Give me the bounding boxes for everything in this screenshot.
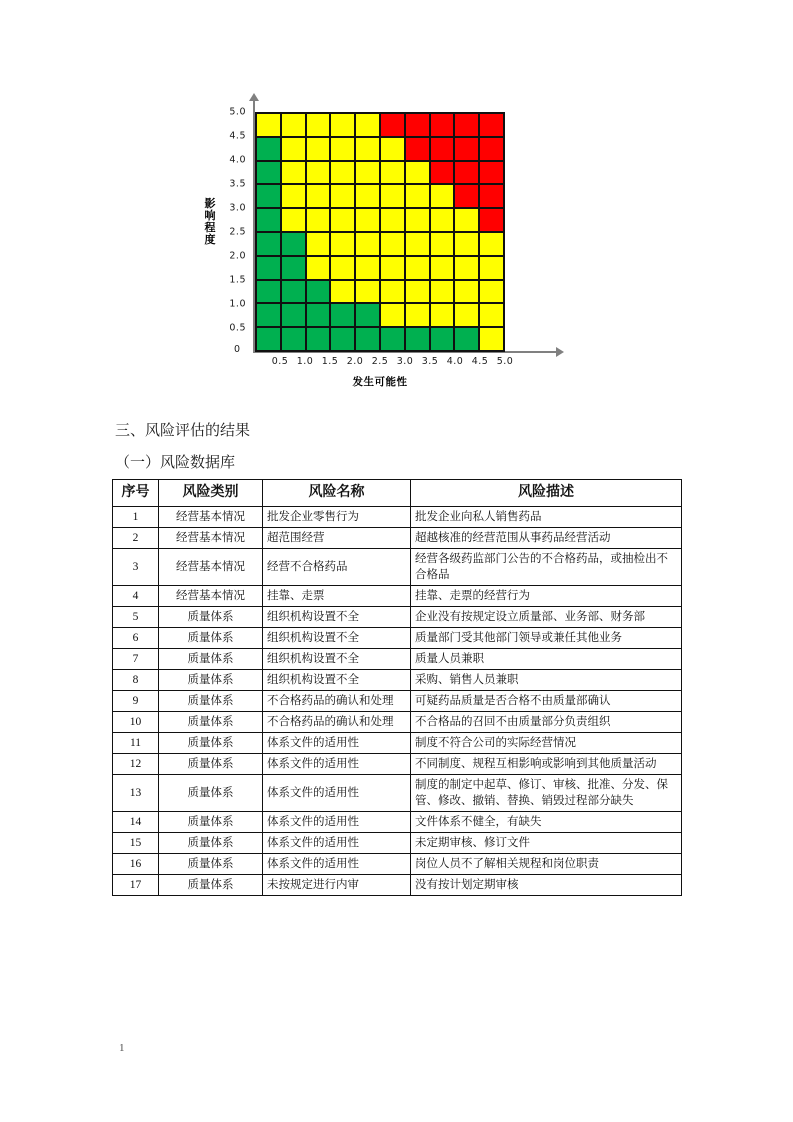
risk-matrix-cell-yellow	[355, 137, 380, 161]
cell-risk-no: 11	[113, 733, 159, 754]
cell-risk-no: 12	[113, 754, 159, 775]
cell-risk-description: 经营各级药监部门公告的不合格药品，或抽检出不合格品	[411, 549, 682, 586]
risk-matrix-cell-green	[306, 303, 331, 327]
risk-matrix-cell-green	[256, 280, 281, 304]
cell-risk-category: 质量体系	[159, 854, 263, 875]
cell-risk-no: 3	[113, 549, 159, 586]
cell-risk-name: 体系文件的适用性	[263, 775, 411, 812]
cell-risk-name: 组织机构设置不全	[263, 670, 411, 691]
x-axis-tick: 0.5	[271, 356, 289, 367]
risk-database-table	[112, 479, 682, 896]
cell-risk-description: 质量部门受其他部门领导或兼任其他业务	[411, 628, 682, 649]
risk-matrix-cell-yellow	[430, 208, 455, 232]
risk-matrix-cell-yellow	[405, 256, 430, 280]
x-axis-tick: 2.0	[346, 356, 364, 367]
y-axis-tick: 0.5	[229, 322, 246, 334]
table-row	[113, 812, 682, 833]
section-heading: 三、风险评估的结果	[115, 423, 251, 439]
x-axis-tick: 4.0	[446, 356, 464, 367]
risk-matrix-cell-yellow	[330, 256, 355, 280]
y-axis-tick: 3.5	[229, 178, 246, 190]
cell-risk-description: 超越核准的经营范围从事药品经营活动	[411, 528, 682, 549]
cell-risk-name: 批发企业零售行为	[263, 507, 411, 528]
cell-risk-category: 质量体系	[159, 670, 263, 691]
cell-risk-name: 体系文件的适用性	[263, 754, 411, 775]
risk-matrix-cell-red	[405, 137, 430, 161]
risk-matrix-cell-yellow	[281, 208, 306, 232]
risk-matrix-cell-yellow	[430, 256, 455, 280]
risk-matrix-cell-yellow	[355, 280, 380, 304]
risk-matrix-cell-yellow	[380, 256, 405, 280]
risk-matrix-cell-yellow	[380, 232, 405, 256]
cell-risk-name: 组织机构设置不全	[263, 607, 411, 628]
cell-risk-description: 批发企业向私人销售药品	[411, 507, 682, 528]
risk-matrix-cell-green	[430, 327, 455, 351]
risk-matrix-cell-yellow	[405, 161, 430, 185]
risk-matrix-cell-green	[256, 327, 281, 351]
risk-matrix-cell-green	[405, 327, 430, 351]
cell-risk-no: 16	[113, 854, 159, 875]
cell-risk-category: 质量体系	[159, 712, 263, 733]
cell-risk-name: 体系文件的适用性	[263, 833, 411, 854]
risk-matrix-cell-yellow	[256, 113, 281, 137]
risk-matrix-cell-green	[281, 303, 306, 327]
risk-matrix-cell-yellow	[405, 232, 430, 256]
cell-risk-category: 质量体系	[159, 775, 263, 812]
cell-risk-description: 可疑药品质量是否合格不由质量部确认	[411, 691, 682, 712]
risk-matrix-chart	[190, 88, 590, 398]
cell-risk-category: 质量体系	[159, 628, 263, 649]
risk-matrix-cell-yellow	[306, 232, 331, 256]
cell-risk-category: 经营基本情况	[159, 549, 263, 586]
column-header-no: 序号	[113, 480, 159, 507]
table-header-row	[113, 480, 682, 507]
risk-matrix-cell-yellow	[281, 113, 306, 137]
table-row	[113, 754, 682, 775]
table-row	[113, 649, 682, 670]
risk-matrix-cell-yellow	[281, 161, 306, 185]
cell-risk-description: 质量人员兼职	[411, 649, 682, 670]
table-row	[113, 549, 682, 586]
risk-matrix-cell-yellow	[330, 208, 355, 232]
y-axis-label-char: 响	[204, 209, 216, 222]
risk-matrix-cell-yellow	[405, 184, 430, 208]
x-axis-tick: 5.0	[496, 356, 514, 367]
cell-risk-category: 质量体系	[159, 833, 263, 854]
risk-matrix-cell-green	[281, 280, 306, 304]
risk-matrix-cell-red	[479, 184, 504, 208]
risk-matrix-cell-green	[256, 161, 281, 185]
chart-x-axis-label: 发生可能性	[352, 376, 408, 388]
cell-risk-no: 7	[113, 649, 159, 670]
y-axis-label-char: 影	[204, 197, 216, 210]
risk-matrix-cell-yellow	[430, 303, 455, 327]
risk-matrix-cell-green	[281, 256, 306, 280]
risk-matrix-cell-yellow	[454, 303, 479, 327]
risk-matrix-cell-yellow	[281, 137, 306, 161]
cell-risk-description: 挂靠、走票的经营行为	[411, 586, 682, 607]
cell-risk-description: 制度不符合公司的实际经营情况	[411, 733, 682, 754]
risk-matrix-cell-yellow	[479, 256, 504, 280]
risk-matrix-cell-red	[430, 113, 455, 137]
page-number: 1	[119, 1042, 125, 1054]
cell-risk-description: 不合格品的召回不由质量部分负责组织	[411, 712, 682, 733]
table-row	[113, 775, 682, 812]
table-row	[113, 628, 682, 649]
risk-matrix-cell-yellow	[306, 184, 331, 208]
cell-risk-category: 质量体系	[159, 754, 263, 775]
table-row	[113, 854, 682, 875]
table-row	[113, 586, 682, 607]
risk-matrix-cell-yellow	[330, 232, 355, 256]
risk-matrix-cell-yellow	[430, 232, 455, 256]
cell-risk-no: 10	[113, 712, 159, 733]
table-row	[113, 607, 682, 628]
chart-y-axis-arrow-icon	[249, 93, 259, 101]
risk-matrix-cell-green	[256, 303, 281, 327]
risk-matrix-cell-yellow	[479, 232, 504, 256]
cell-risk-name: 超范围经营	[263, 528, 411, 549]
risk-matrix-cell-yellow	[380, 208, 405, 232]
risk-matrix-cell-green	[454, 327, 479, 351]
table-body	[113, 507, 682, 896]
cell-risk-no: 8	[113, 670, 159, 691]
risk-matrix-cell-yellow	[430, 280, 455, 304]
cell-risk-no: 17	[113, 875, 159, 896]
risk-matrix-cell-green	[256, 256, 281, 280]
cell-risk-category: 质量体系	[159, 649, 263, 670]
x-axis-tick: 4.5	[471, 356, 489, 367]
y-axis-tick: 4.0	[229, 154, 246, 166]
risk-matrix-cell-yellow	[479, 280, 504, 304]
risk-matrix-cell-red	[454, 184, 479, 208]
cell-risk-description: 未定期审核、修订文件	[411, 833, 682, 854]
table-row	[113, 833, 682, 854]
table-row	[113, 507, 682, 528]
risk-matrix-cell-green	[380, 327, 405, 351]
risk-matrix-cell-red	[479, 208, 504, 232]
risk-matrix-cell-green	[355, 303, 380, 327]
cell-risk-description: 不同制度、规程互相影响或影响到其他质量活动	[411, 754, 682, 775]
x-axis-tick: 1.5	[321, 356, 339, 367]
cell-risk-category: 质量体系	[159, 691, 263, 712]
cell-risk-description: 采购、销售人员兼职	[411, 670, 682, 691]
risk-matrix-cell-green	[256, 208, 281, 232]
risk-matrix-cell-red	[430, 137, 455, 161]
risk-matrix-cell-yellow	[355, 184, 380, 208]
cell-risk-no: 5	[113, 607, 159, 628]
table-row	[113, 712, 682, 733]
cell-risk-no: 4	[113, 586, 159, 607]
risk-matrix-cell-yellow	[355, 232, 380, 256]
risk-matrix-cell-yellow	[281, 184, 306, 208]
risk-matrix-cell-green	[355, 327, 380, 351]
risk-matrix-cell-yellow	[330, 137, 355, 161]
y-axis-label-char: 程	[204, 221, 216, 234]
table-row	[113, 528, 682, 549]
table-row	[113, 670, 682, 691]
cell-risk-name: 组织机构设置不全	[263, 649, 411, 670]
risk-matrix-cell-yellow	[405, 280, 430, 304]
risk-matrix-cell-yellow	[330, 184, 355, 208]
risk-matrix-grid	[255, 112, 505, 352]
risk-matrix-cell-yellow	[306, 161, 331, 185]
chart-x-axis-ticks	[255, 356, 514, 372]
risk-matrix-cell-yellow	[454, 280, 479, 304]
y-axis-label-char: 度	[204, 233, 216, 246]
risk-matrix-cell-red	[479, 137, 504, 161]
cell-risk-name: 体系文件的适用性	[263, 733, 411, 754]
y-axis-tick: 5.0	[229, 106, 246, 118]
risk-matrix-cell-yellow	[355, 208, 380, 232]
y-axis-tick: 2.5	[229, 226, 246, 238]
cell-risk-description: 岗位人员不了解相关规程和岗位职责	[411, 854, 682, 875]
risk-matrix-cell-yellow	[380, 303, 405, 327]
risk-matrix-cell-red	[405, 113, 430, 137]
risk-matrix-cell-yellow	[330, 161, 355, 185]
cell-risk-description: 企业没有按规定设立质量部、业务部、财务部	[411, 607, 682, 628]
cell-risk-name: 挂靠、走票	[263, 586, 411, 607]
risk-matrix-cell-yellow	[454, 208, 479, 232]
chart-origin-label: 0	[234, 344, 241, 355]
cell-risk-name: 不合格药品的确认和处理	[263, 691, 411, 712]
risk-matrix-cell-green	[281, 232, 306, 256]
risk-matrix-cell-yellow	[355, 113, 380, 137]
cell-risk-name: 体系文件的适用性	[263, 854, 411, 875]
cell-risk-no: 2	[113, 528, 159, 549]
cell-risk-category: 经营基本情况	[159, 528, 263, 549]
risk-matrix-cell-green	[330, 303, 355, 327]
x-axis-tick: 2.5	[371, 356, 389, 367]
column-header-category: 风险类别	[159, 480, 263, 507]
y-axis-tick: 3.0	[229, 202, 246, 214]
risk-matrix-cell-yellow	[306, 208, 331, 232]
cell-risk-no: 6	[113, 628, 159, 649]
chart-y-axis-ticks	[220, 106, 246, 362]
risk-matrix-cell-green	[256, 137, 281, 161]
risk-matrix-cell-red	[479, 113, 504, 137]
cell-risk-category: 经营基本情况	[159, 507, 263, 528]
risk-matrix-cell-yellow	[380, 137, 405, 161]
cell-risk-name: 组织机构设置不全	[263, 628, 411, 649]
risk-matrix-cell-yellow	[306, 256, 331, 280]
risk-matrix-cell-red	[454, 137, 479, 161]
cell-risk-name: 未按规定进行内审	[263, 875, 411, 896]
table-row	[113, 875, 682, 896]
x-axis-tick: 3.5	[421, 356, 439, 367]
risk-matrix-cell-green	[256, 232, 281, 256]
risk-matrix-cell-green	[306, 327, 331, 351]
cell-risk-name: 体系文件的适用性	[263, 812, 411, 833]
cell-risk-category: 经营基本情况	[159, 586, 263, 607]
risk-matrix-cell-yellow	[380, 184, 405, 208]
y-axis-tick: 1.5	[229, 274, 246, 286]
risk-matrix-cell-red	[380, 113, 405, 137]
risk-matrix-cell-red	[454, 161, 479, 185]
risk-matrix-cell-yellow	[306, 137, 331, 161]
cell-risk-name: 经营不合格药品	[263, 549, 411, 586]
cell-risk-no: 1	[113, 507, 159, 528]
cell-risk-description: 制度的制定中起草、修订、审核、批准、分发、保管、修改、撤销、替换、销毁过程部分缺失	[411, 775, 682, 812]
cell-risk-name: 不合格药品的确认和处理	[263, 712, 411, 733]
column-header-name: 风险名称	[263, 480, 411, 507]
risk-matrix-cell-red	[454, 113, 479, 137]
risk-matrix-cell-yellow	[355, 161, 380, 185]
risk-matrix-cell-yellow	[454, 256, 479, 280]
cell-risk-description: 文件体系不健全，有缺失	[411, 812, 682, 833]
table-row	[113, 691, 682, 712]
risk-database-table-container	[112, 479, 681, 896]
cell-risk-category: 质量体系	[159, 875, 263, 896]
x-axis-tick: 3.0	[396, 356, 414, 367]
risk-matrix-cell-yellow	[330, 113, 355, 137]
y-axis-tick: 1.0	[229, 298, 246, 310]
risk-matrix-cell-yellow	[405, 303, 430, 327]
risk-matrix-cell-yellow	[380, 161, 405, 185]
cell-risk-category: 质量体系	[159, 607, 263, 628]
risk-matrix-cell-green	[281, 327, 306, 351]
risk-matrix-cell-yellow	[479, 327, 504, 351]
chart-y-axis-label	[202, 198, 218, 246]
risk-matrix-cell-yellow	[330, 280, 355, 304]
cell-risk-no: 13	[113, 775, 159, 812]
subsection-heading: （一）风险数据库	[115, 455, 236, 471]
x-axis-tick: 1.0	[296, 356, 314, 367]
cell-risk-no: 9	[113, 691, 159, 712]
chart-x-axis-arrow-icon	[556, 347, 564, 357]
cell-risk-no: 15	[113, 833, 159, 854]
y-axis-tick: 2.0	[229, 250, 246, 262]
risk-matrix-cell-yellow	[405, 208, 430, 232]
cell-risk-description: 没有按计划定期审核	[411, 875, 682, 896]
risk-matrix-cell-green	[306, 280, 331, 304]
risk-matrix-cell-red	[430, 161, 455, 185]
risk-matrix-cell-green	[256, 184, 281, 208]
cell-risk-category: 质量体系	[159, 812, 263, 833]
risk-matrix-cell-yellow	[380, 280, 405, 304]
risk-matrix-cell-yellow	[454, 232, 479, 256]
risk-matrix-cell-yellow	[355, 256, 380, 280]
risk-matrix-cell-yellow	[306, 113, 331, 137]
table-row	[113, 733, 682, 754]
y-axis-tick: 4.5	[229, 130, 246, 142]
cell-risk-category: 质量体系	[159, 733, 263, 754]
risk-matrix-cell-red	[479, 161, 504, 185]
column-header-description: 风险描述	[411, 480, 682, 507]
cell-risk-no: 14	[113, 812, 159, 833]
risk-matrix-cell-yellow	[430, 184, 455, 208]
risk-matrix-cell-yellow	[479, 303, 504, 327]
risk-matrix-cell-green	[330, 327, 355, 351]
